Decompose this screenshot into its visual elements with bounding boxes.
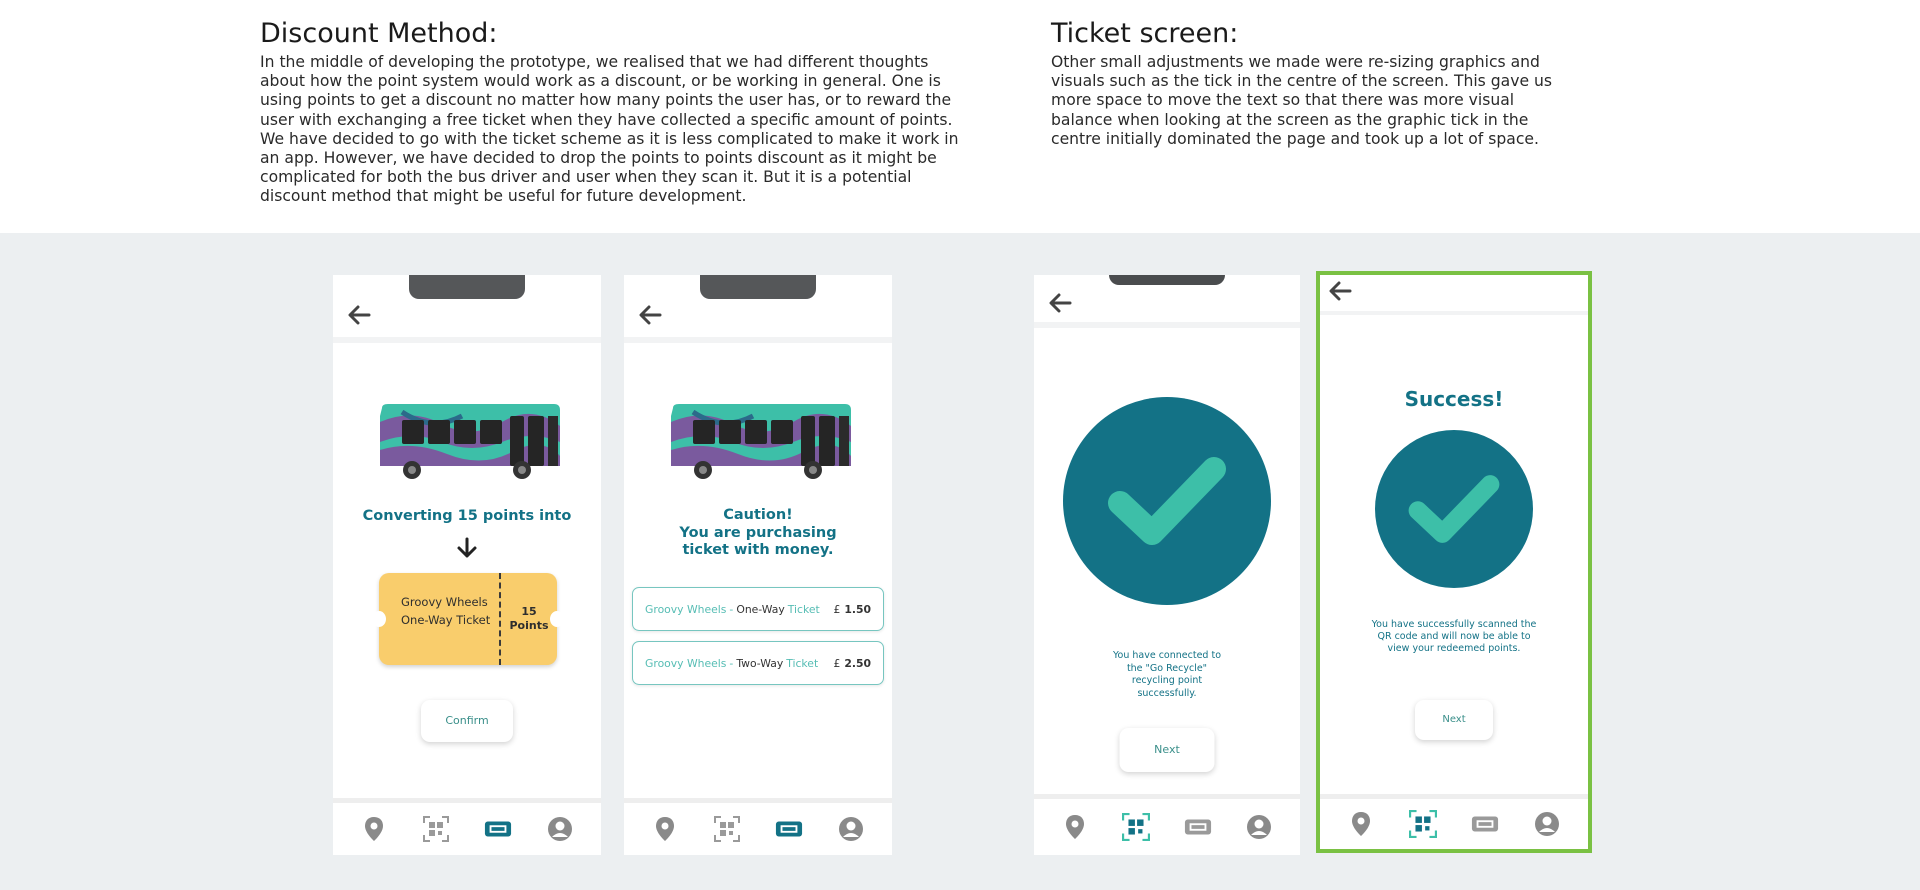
phone-screen-convert-points — [333, 275, 601, 855]
points-ticket-card[interactable] — [379, 573, 557, 665]
success-title: Success! — [1404, 387, 1504, 411]
top-bar — [1320, 275, 1588, 315]
convert-heading: Converting 15 points into — [362, 508, 572, 524]
back-arrow-icon[interactable] — [1328, 281, 1352, 301]
location-pin-icon[interactable] — [360, 815, 388, 843]
confirm-button[interactable]: Confirm — [421, 700, 513, 742]
two-way-price: 2.50 — [844, 656, 871, 670]
caution-title: Caution! — [723, 507, 793, 523]
phone-screen-purchase-money — [624, 275, 892, 855]
qr-scan-icon[interactable] — [422, 815, 450, 843]
location-pin-icon[interactable] — [1347, 810, 1375, 838]
phone-notch — [700, 275, 816, 299]
arrow-down-icon — [455, 537, 479, 559]
qr-scan-icon[interactable] — [1409, 810, 1437, 838]
connected-message: You have connected to the "Go Recycle" recycling point successfully. — [1112, 650, 1222, 699]
phone-screen-scan-success — [1316, 271, 1592, 853]
ticket-icon[interactable] — [1184, 813, 1212, 841]
one-way-ticket-option[interactable]: Groovy Wheels - One-Way Ticket £ 1.50 — [632, 587, 884, 631]
phone-notch — [409, 275, 525, 299]
scan-success-message: You have successfully scanned the QR code and will now be able to view your redeemed points. — [1371, 619, 1537, 654]
ticket-screen-body: Other small adjustments we made were re-sizing graphics and visuals such as the tick in the centre of the screen. This gave us more space to move the text so that there was more visual balance when looking at the screen as the graphic tick in the centre initially dominated the page and took up a lot of space. — [1051, 53, 1553, 148]
profile-icon[interactable] — [837, 815, 865, 843]
profile-icon[interactable] — [1245, 813, 1273, 841]
next-button[interactable]: Next — [1415, 700, 1493, 740]
qr-scan-icon[interactable] — [1122, 813, 1150, 841]
phone-notch — [1109, 275, 1225, 285]
qr-scan-icon[interactable] — [713, 815, 741, 843]
ticket-icon[interactable] — [775, 815, 803, 843]
discount-method-title: Discount Method: — [260, 18, 498, 49]
checkmark-icon — [1404, 470, 1504, 548]
bottom-nav — [333, 798, 601, 855]
ticket-screen-block — [1051, 18, 1571, 149]
mockup-band — [0, 233, 1920, 890]
back-arrow-icon[interactable] — [347, 305, 371, 325]
next-button[interactable]: Next — [1120, 728, 1215, 772]
text-section — [0, 0, 1920, 233]
caution-message: You are purchasing ticket with money. — [679, 525, 837, 558]
success-tick-circle — [1375, 430, 1533, 588]
profile-icon[interactable] — [1533, 810, 1561, 838]
profile-icon[interactable] — [546, 815, 574, 843]
ticket-icon[interactable] — [1471, 810, 1499, 838]
location-pin-icon[interactable] — [651, 815, 679, 843]
one-way-price: 1.50 — [844, 602, 871, 616]
location-pin-icon[interactable] — [1061, 813, 1089, 841]
checkmark-icon — [1102, 451, 1232, 551]
ticket-name: Groovy Wheels One-Way Ticket — [401, 595, 491, 627]
two-way-ticket-option[interactable]: Groovy Wheels - Two-Way Ticket £ 2.50 — [632, 641, 884, 685]
discount-method-body: In the middle of developing the prototype, we realised that we had different thoughts about how the point system would work as a discount, or be working in general. One is using points to get a discount no matter how many points the user has, or to reward the user with exchanging a free ticket when they have collected a specific amount of points. We have decided to go with the ticket scheme as it is less complicated to make it work in an app. However, we have decided to drop the points to points discount as it might be complicated for both the bus driver and user when they scan it. But it is a potential discount method that might be useful for future development. — [260, 53, 959, 206]
ticket-icon[interactable] — [484, 815, 512, 843]
phone-screen-recycle-connected — [1034, 275, 1300, 855]
bus-illustration — [372, 402, 562, 482]
ticket-screen-title: Ticket screen: — [1051, 18, 1239, 49]
ticket-points: 15 Points — [509, 605, 549, 632]
back-arrow-icon[interactable] — [1048, 293, 1072, 313]
bus-illustration — [663, 402, 853, 482]
bottom-nav — [1320, 794, 1588, 849]
bottom-nav — [1034, 794, 1300, 855]
bottom-nav — [624, 798, 892, 855]
success-tick-circle — [1063, 397, 1271, 605]
back-arrow-icon[interactable] — [638, 305, 662, 325]
discount-method-block — [260, 18, 960, 207]
